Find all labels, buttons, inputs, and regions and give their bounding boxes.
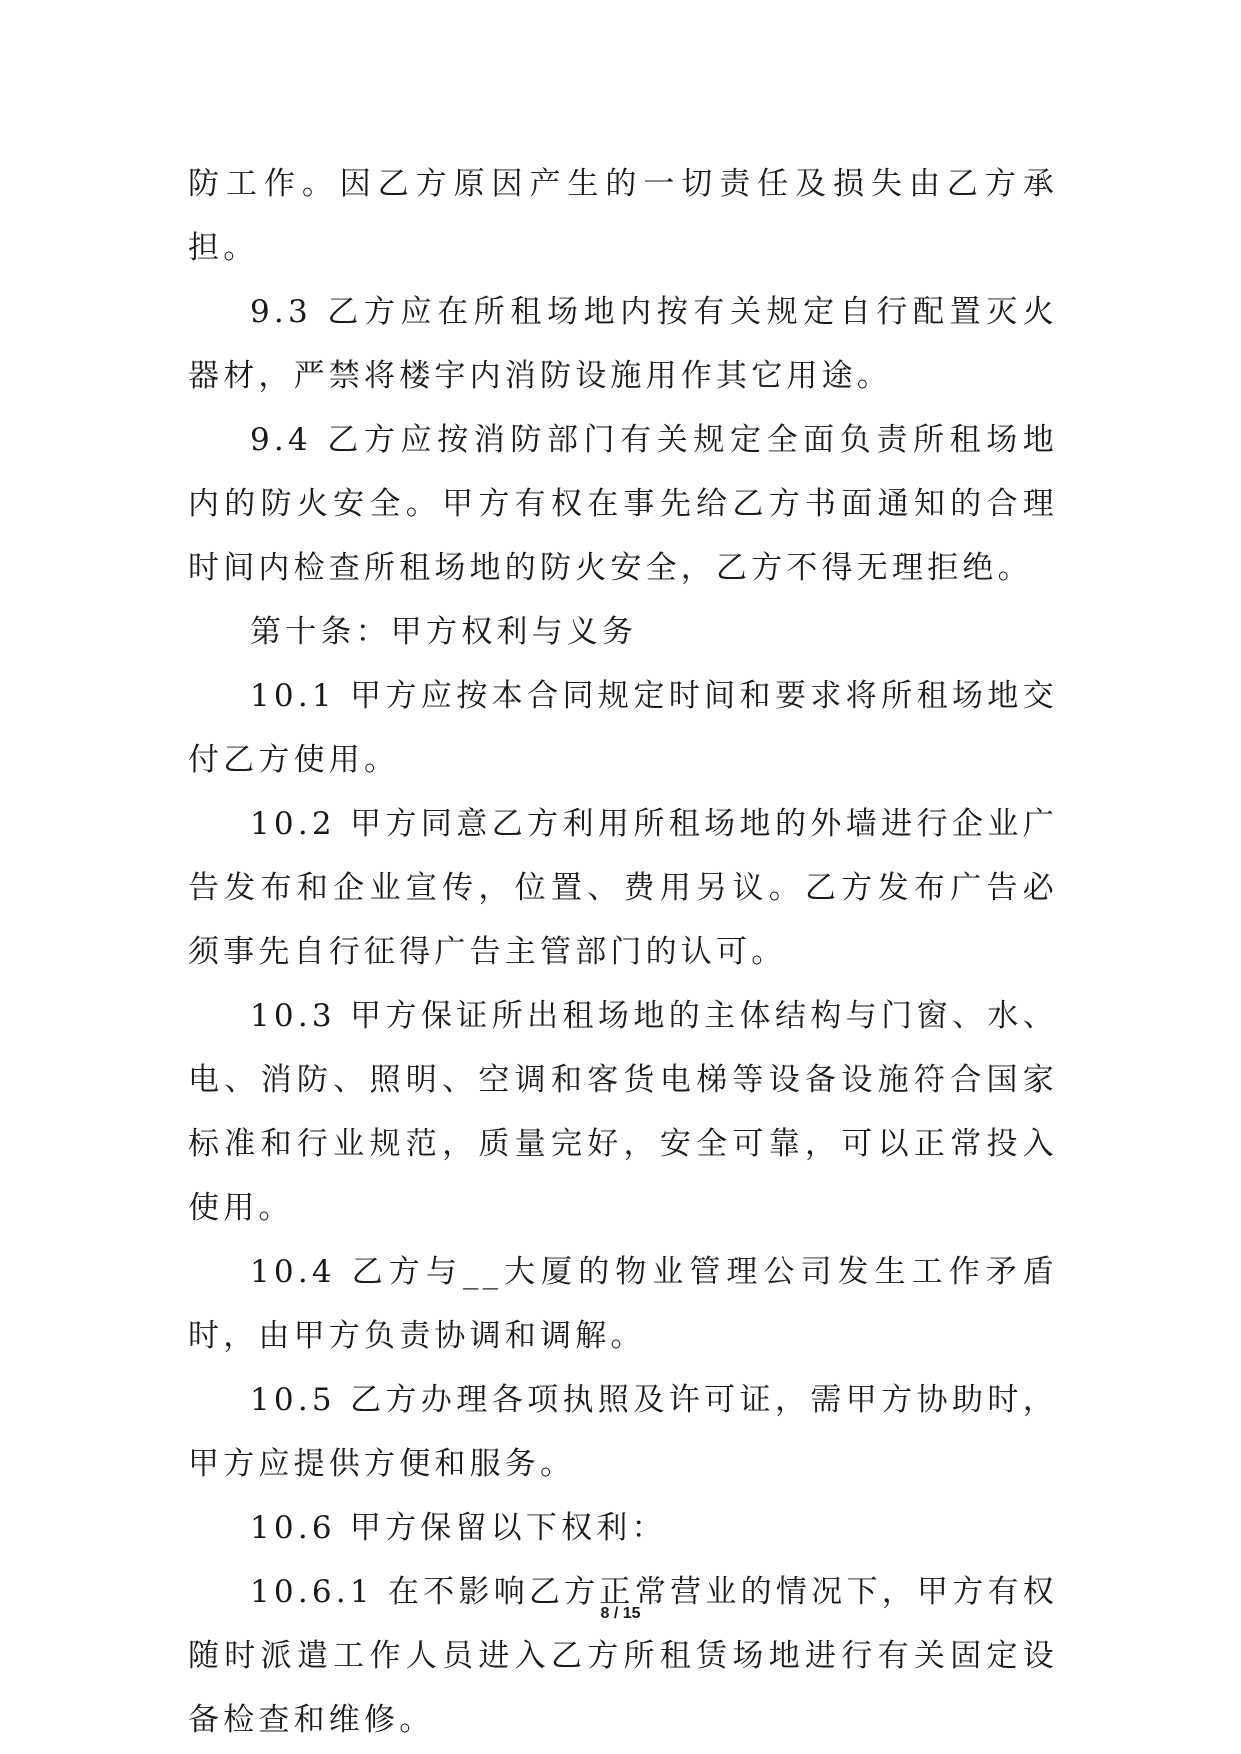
paragraph-10-6-1: 10.6.1 在不影响乙方正常营业的情况下，甲方有权随时派遣工作人员进入乙方所租赁场地进行有关固定设备检查和维修。 <box>188 1574 1058 1738</box>
paragraph-10-3: 10.3 甲方保证所出租场地的主体结构与门窗、水、电、消防、照明、空调和客货电梯等设备设施符合国家标准和行业规范，质量完好，安全可靠，可以正常投入使用。 <box>188 998 1058 1226</box>
paragraph-9-4: 9.4 乙方应按消防部门有关规定全面负责所租场地内的防火安全。甲方有权在事先给乙方书面通知的合理时间内检查所租场地的防火安全，乙方不得无理拒绝。 <box>188 422 1058 586</box>
paragraph-continuation: 防工作。因乙方原因产生的一切责任及损失由乙方承担。 <box>188 166 1058 266</box>
document-body <box>188 152 1058 1752</box>
paragraph-10-1: 10.1 甲方应按本合同规定时间和要求将所租场地交付乙方使用。 <box>188 678 1058 778</box>
section-heading-article-10: 第十条：甲方权利与义务 <box>250 614 638 650</box>
paragraph-10-6: 10.6 甲方保留以下权利： <box>250 1510 667 1546</box>
paragraph-10-2: 10.2 甲方同意乙方利用所租场地的外墙进行企业广告发布和企业宣传，位置、费用另议。乙方发布广告必须事先自行征得广告主管部门的认可。 <box>188 806 1058 970</box>
page-number: 8 / 15 <box>600 1605 641 1622</box>
paragraph-10-4: 10.4 乙方与__大厦的物业管理公司发生工作矛盾时，由甲方负责协调和调解。 <box>188 1254 1058 1354</box>
paragraph-10-5: 10.5 乙方办理各项执照及许可证，需甲方协助时，甲方应提供方便和服务。 <box>188 1382 1058 1482</box>
paragraph-9-3: 9.3 乙方应在所租场地内按有关规定自行配置灭火器材，严禁将楼宇内消防设施用作其它用途。 <box>188 294 1058 394</box>
